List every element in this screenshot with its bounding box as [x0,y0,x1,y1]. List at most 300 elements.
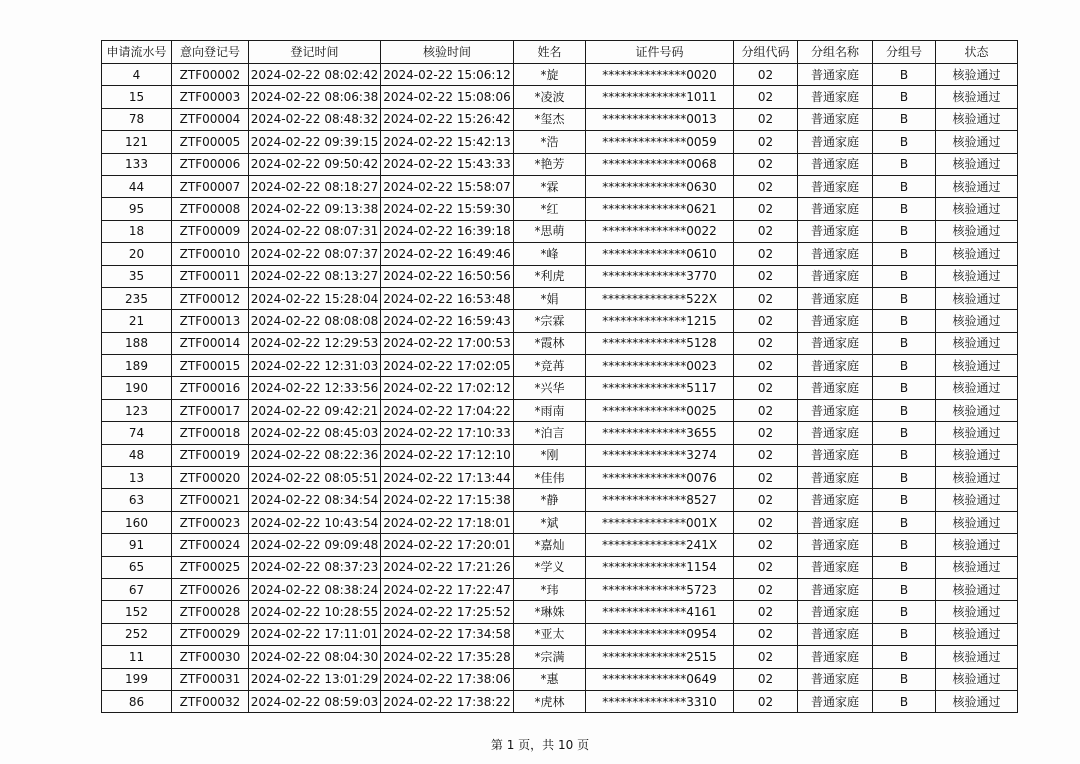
cell-status: 核验通过 [936,287,1018,309]
cell-group-name: 普通家庭 [798,64,873,86]
table-row [102,489,1018,511]
cell-id-number: **************3274 [586,444,734,466]
cell-verify-time: 2024-02-22 17:21:26 [381,556,514,578]
cell-verify-time: 2024-02-22 17:02:05 [381,355,514,377]
cell-group-code: 02 [734,355,798,377]
cell-status: 核验通过 [936,646,1018,668]
table-row [102,86,1018,108]
cell-id-number: **************5128 [586,332,734,354]
cell-verify-time: 2024-02-22 17:04:22 [381,399,514,421]
cell-status: 核验通过 [936,489,1018,511]
cell-id-number: **************0621 [586,198,734,220]
cell-verify-time: 2024-02-22 17:02:12 [381,377,514,399]
cell-name: *红 [514,198,586,220]
cell-name: *宗霖 [514,310,586,332]
cell-register-time: 2024-02-22 09:50:42 [249,153,381,175]
cell-status: 核验通过 [936,198,1018,220]
cell-verify-time: 2024-02-22 15:43:33 [381,153,514,175]
cell-group-code: 02 [734,243,798,265]
cell-name: *刚 [514,444,586,466]
cell-register-time: 2024-02-22 08:05:51 [249,467,381,489]
cell-status: 核验通过 [936,399,1018,421]
cell-serial-no: 44 [102,175,172,197]
cell-id-number: **************1154 [586,556,734,578]
table-row [102,287,1018,309]
cell-status: 核验通过 [936,355,1018,377]
cell-serial-no: 152 [102,601,172,623]
column-header-verify-time: 核验时间 [381,41,514,64]
cell-register-time: 2024-02-22 08:08:08 [249,310,381,332]
table-row [102,175,1018,197]
cell-intent-reg-no: ZTF00018 [172,422,249,444]
cell-serial-no: 15 [102,86,172,108]
cell-group-no: B [873,355,936,377]
cell-name: *雨南 [514,399,586,421]
cell-verify-time: 2024-02-22 16:50:56 [381,265,514,287]
cell-id-number: **************0013 [586,108,734,130]
cell-verify-time: 2024-02-22 17:13:44 [381,467,514,489]
column-header-name: 姓名 [514,41,586,64]
cell-verify-time: 2024-02-22 15:26:42 [381,108,514,130]
cell-group-code: 02 [734,511,798,533]
cell-id-number: **************0025 [586,399,734,421]
cell-register-time: 2024-02-22 08:02:42 [249,64,381,86]
column-header-id-number: 证件号码 [586,41,734,64]
cell-group-name: 普通家庭 [798,467,873,489]
cell-group-no: B [873,690,936,712]
cell-intent-reg-no: ZTF00003 [172,86,249,108]
cell-verify-time: 2024-02-22 16:59:43 [381,310,514,332]
cell-intent-reg-no: ZTF00032 [172,690,249,712]
table-row [102,377,1018,399]
column-header-intent-reg-no: 意向登记号 [172,41,249,64]
table-row [102,64,1018,86]
cell-name: *霖 [514,175,586,197]
cell-group-code: 02 [734,489,798,511]
cell-serial-no: 123 [102,399,172,421]
cell-group-code: 02 [734,332,798,354]
cell-status: 核验通过 [936,131,1018,153]
cell-group-no: B [873,310,936,332]
cell-register-time: 2024-02-22 08:22:36 [249,444,381,466]
cell-status: 核验通过 [936,108,1018,130]
cell-group-name: 普通家庭 [798,444,873,466]
cell-id-number: **************0068 [586,153,734,175]
cell-group-no: B [873,646,936,668]
cell-intent-reg-no: ZTF00026 [172,578,249,600]
cell-group-name: 普通家庭 [798,131,873,153]
cell-group-no: B [873,198,936,220]
cell-verify-time: 2024-02-22 15:08:06 [381,86,514,108]
cell-status: 核验通过 [936,377,1018,399]
cell-group-code: 02 [734,601,798,623]
cell-group-code: 02 [734,220,798,242]
cell-register-time: 2024-02-22 09:09:48 [249,534,381,556]
cell-name: *学义 [514,556,586,578]
cell-serial-no: 63 [102,489,172,511]
cell-group-no: B [873,86,936,108]
cell-register-time: 2024-02-22 10:28:55 [249,601,381,623]
cell-intent-reg-no: ZTF00031 [172,668,249,690]
table-row [102,131,1018,153]
cell-group-no: B [873,243,936,265]
cell-serial-no: 235 [102,287,172,309]
cell-group-code: 02 [734,175,798,197]
cell-group-no: B [873,332,936,354]
cell-name: *静 [514,489,586,511]
cell-group-code: 02 [734,310,798,332]
cell-serial-no: 190 [102,377,172,399]
cell-name: *玮 [514,578,586,600]
cell-group-no: B [873,108,936,130]
cell-register-time: 2024-02-22 08:59:03 [249,690,381,712]
cell-group-code: 02 [734,422,798,444]
cell-register-time: 2024-02-22 08:13:27 [249,265,381,287]
cell-group-name: 普通家庭 [798,287,873,309]
cell-verify-time: 2024-02-22 17:00:53 [381,332,514,354]
cell-status: 核验通过 [936,175,1018,197]
table-row [102,399,1018,421]
registration-table [101,40,1018,713]
cell-intent-reg-no: ZTF00025 [172,556,249,578]
cell-group-no: B [873,444,936,466]
cell-group-no: B [873,265,936,287]
cell-intent-reg-no: ZTF00010 [172,243,249,265]
cell-serial-no: 189 [102,355,172,377]
cell-name: *艳芳 [514,153,586,175]
cell-group-name: 普通家庭 [798,690,873,712]
cell-name: *峰 [514,243,586,265]
cell-register-time: 2024-02-22 12:29:53 [249,332,381,354]
cell-group-name: 普通家庭 [798,153,873,175]
cell-serial-no: 121 [102,131,172,153]
cell-verify-time: 2024-02-22 17:25:52 [381,601,514,623]
cell-name: *霞林 [514,332,586,354]
cell-serial-no: 86 [102,690,172,712]
cell-status: 核验通过 [936,690,1018,712]
column-header-group-code: 分组代码 [734,41,798,64]
cell-group-code: 02 [734,556,798,578]
table-row [102,422,1018,444]
cell-id-number: **************241X [586,534,734,556]
cell-register-time: 2024-02-22 08:06:38 [249,86,381,108]
cell-group-name: 普通家庭 [798,601,873,623]
cell-id-number: **************0020 [586,64,734,86]
cell-status: 核验通过 [936,64,1018,86]
cell-group-no: B [873,422,936,444]
cell-group-code: 02 [734,690,798,712]
cell-name: *惠 [514,668,586,690]
cell-name: *亚太 [514,623,586,645]
cell-verify-time: 2024-02-22 15:42:13 [381,131,514,153]
cell-group-name: 普通家庭 [798,511,873,533]
cell-intent-reg-no: ZTF00024 [172,534,249,556]
cell-register-time: 2024-02-22 08:07:37 [249,243,381,265]
cell-id-number: **************3310 [586,690,734,712]
cell-intent-reg-no: ZTF00002 [172,64,249,86]
cell-status: 核验通过 [936,310,1018,332]
cell-serial-no: 4 [102,64,172,86]
cell-group-code: 02 [734,623,798,645]
cell-serial-no: 78 [102,108,172,130]
cell-register-time: 2024-02-22 13:01:29 [249,668,381,690]
table-row [102,623,1018,645]
cell-group-code: 02 [734,646,798,668]
cell-verify-time: 2024-02-22 16:39:18 [381,220,514,242]
cell-group-code: 02 [734,467,798,489]
cell-status: 核验通过 [936,668,1018,690]
cell-verify-time: 2024-02-22 17:18:01 [381,511,514,533]
table-row [102,511,1018,533]
cell-id-number: **************3770 [586,265,734,287]
cell-intent-reg-no: ZTF00016 [172,377,249,399]
cell-status: 核验通过 [936,332,1018,354]
cell-register-time: 2024-02-22 08:48:32 [249,108,381,130]
table-row [102,198,1018,220]
cell-serial-no: 35 [102,265,172,287]
cell-serial-no: 95 [102,198,172,220]
cell-intent-reg-no: ZTF00004 [172,108,249,130]
cell-verify-time: 2024-02-22 17:38:22 [381,690,514,712]
cell-intent-reg-no: ZTF00008 [172,198,249,220]
cell-verify-time: 2024-02-22 15:06:12 [381,64,514,86]
cell-group-no: B [873,131,936,153]
cell-group-no: B [873,175,936,197]
cell-intent-reg-no: ZTF00011 [172,265,249,287]
cell-group-no: B [873,534,936,556]
table-row [102,646,1018,668]
cell-serial-no: 199 [102,668,172,690]
cell-intent-reg-no: ZTF00020 [172,467,249,489]
column-header-status: 状态 [936,41,1018,64]
cell-verify-time: 2024-02-22 17:15:38 [381,489,514,511]
cell-group-name: 普通家庭 [798,175,873,197]
cell-group-code: 02 [734,153,798,175]
cell-group-name: 普通家庭 [798,399,873,421]
cell-status: 核验通过 [936,86,1018,108]
cell-intent-reg-no: ZTF00012 [172,287,249,309]
cell-serial-no: 20 [102,243,172,265]
cell-register-time: 2024-02-22 08:18:27 [249,175,381,197]
cell-group-no: B [873,153,936,175]
table-row [102,243,1018,265]
table-row [102,265,1018,287]
cell-group-code: 02 [734,399,798,421]
cell-group-no: B [873,287,936,309]
cell-register-time: 2024-02-22 08:38:24 [249,578,381,600]
column-header-group-no: 分组号 [873,41,936,64]
page-footer: 第 1 页，共 10 页 [490,738,590,752]
cell-id-number: **************0076 [586,467,734,489]
cell-group-name: 普通家庭 [798,422,873,444]
cell-group-name: 普通家庭 [798,332,873,354]
cell-group-no: B [873,556,936,578]
column-header-serial-no: 申请流水号 [102,41,172,64]
cell-register-time: 2024-02-22 08:45:03 [249,422,381,444]
cell-name: *宗满 [514,646,586,668]
cell-group-name: 普通家庭 [798,489,873,511]
cell-serial-no: 133 [102,153,172,175]
cell-name: *思萌 [514,220,586,242]
table-row [102,310,1018,332]
cell-intent-reg-no: ZTF00030 [172,646,249,668]
cell-group-name: 普通家庭 [798,243,873,265]
cell-group-no: B [873,668,936,690]
table-row [102,355,1018,377]
cell-status: 核验通过 [936,153,1018,175]
cell-id-number: **************8527 [586,489,734,511]
cell-intent-reg-no: ZTF00009 [172,220,249,242]
cell-group-no: B [873,578,936,600]
cell-serial-no: 91 [102,534,172,556]
cell-name: *竞苒 [514,355,586,377]
cell-name: *虎林 [514,690,586,712]
cell-group-no: B [873,377,936,399]
cell-verify-time: 2024-02-22 17:34:58 [381,623,514,645]
cell-group-name: 普通家庭 [798,377,873,399]
cell-group-code: 02 [734,578,798,600]
cell-status: 核验通过 [936,444,1018,466]
cell-group-code: 02 [734,377,798,399]
cell-group-code: 02 [734,265,798,287]
cell-id-number: **************5117 [586,377,734,399]
cell-id-number: **************4161 [586,601,734,623]
cell-status: 核验通过 [936,578,1018,600]
cell-group-name: 普通家庭 [798,623,873,645]
cell-id-number: **************1011 [586,86,734,108]
cell-id-number: **************3655 [586,422,734,444]
column-header-group-name: 分组名称 [798,41,873,64]
cell-intent-reg-no: ZTF00021 [172,489,249,511]
cell-group-code: 02 [734,131,798,153]
cell-group-name: 普通家庭 [798,646,873,668]
cell-name: *浩 [514,131,586,153]
table-header-row [102,41,1018,64]
cell-group-no: B [873,467,936,489]
cell-name: *旋 [514,64,586,86]
table-body [102,64,1018,713]
cell-group-name: 普通家庭 [798,534,873,556]
cell-verify-time: 2024-02-22 17:10:33 [381,422,514,444]
cell-serial-no: 67 [102,578,172,600]
cell-intent-reg-no: ZTF00029 [172,623,249,645]
cell-group-code: 02 [734,86,798,108]
cell-group-name: 普通家庭 [798,668,873,690]
cell-group-code: 02 [734,198,798,220]
cell-id-number: **************001X [586,511,734,533]
cell-status: 核验通过 [936,243,1018,265]
table-row [102,444,1018,466]
cell-serial-no: 18 [102,220,172,242]
cell-intent-reg-no: ZTF00005 [172,131,249,153]
cell-verify-time: 2024-02-22 17:35:28 [381,646,514,668]
cell-group-name: 普通家庭 [798,108,873,130]
cell-id-number: **************0954 [586,623,734,645]
table-row [102,668,1018,690]
table-row [102,578,1018,600]
cell-intent-reg-no: ZTF00017 [172,399,249,421]
cell-intent-reg-no: ZTF00006 [172,153,249,175]
cell-name: *娟 [514,287,586,309]
cell-id-number: **************1215 [586,310,734,332]
cell-group-name: 普通家庭 [798,355,873,377]
cell-verify-time: 2024-02-22 17:38:06 [381,668,514,690]
cell-name: *利虎 [514,265,586,287]
cell-id-number: **************0610 [586,243,734,265]
cell-register-time: 2024-02-22 12:33:56 [249,377,381,399]
cell-group-no: B [873,601,936,623]
cell-verify-time: 2024-02-22 17:20:01 [381,534,514,556]
cell-name: *斌 [514,511,586,533]
cell-id-number: **************2515 [586,646,734,668]
cell-serial-no: 13 [102,467,172,489]
cell-id-number: **************0059 [586,131,734,153]
cell-serial-no: 74 [102,422,172,444]
cell-verify-time: 2024-02-22 16:53:48 [381,287,514,309]
cell-verify-time: 2024-02-22 15:59:30 [381,198,514,220]
cell-id-number: **************0649 [586,668,734,690]
cell-name: *佳伟 [514,467,586,489]
cell-name: *凌波 [514,86,586,108]
cell-status: 核验通过 [936,422,1018,444]
cell-group-name: 普通家庭 [798,265,873,287]
cell-id-number: **************5723 [586,578,734,600]
cell-status: 核验通过 [936,220,1018,242]
cell-serial-no: 65 [102,556,172,578]
cell-status: 核验通过 [936,511,1018,533]
cell-group-code: 02 [734,534,798,556]
cell-group-code: 02 [734,64,798,86]
cell-register-time: 2024-02-22 08:34:54 [249,489,381,511]
cell-id-number: **************522X [586,287,734,309]
cell-group-code: 02 [734,287,798,309]
cell-intent-reg-no: ZTF00007 [172,175,249,197]
cell-register-time: 2024-02-22 17:11:01 [249,623,381,645]
cell-register-time: 2024-02-22 10:43:54 [249,511,381,533]
cell-group-no: B [873,489,936,511]
column-header-register-time: 登记时间 [249,41,381,64]
cell-status: 核验通过 [936,534,1018,556]
cell-register-time: 2024-02-22 15:28:04 [249,287,381,309]
cell-group-code: 02 [734,108,798,130]
cell-name: *琳姝 [514,601,586,623]
cell-register-time: 2024-02-22 09:13:38 [249,198,381,220]
cell-name: *嘉灿 [514,534,586,556]
cell-register-time: 2024-02-22 08:07:31 [249,220,381,242]
table-row [102,601,1018,623]
cell-verify-time: 2024-02-22 17:12:10 [381,444,514,466]
cell-intent-reg-no: ZTF00013 [172,310,249,332]
table-row [102,467,1018,489]
cell-group-name: 普通家庭 [798,578,873,600]
table-row [102,108,1018,130]
cell-id-number: **************0022 [586,220,734,242]
cell-intent-reg-no: ZTF00014 [172,332,249,354]
cell-verify-time: 2024-02-22 17:22:47 [381,578,514,600]
cell-serial-no: 48 [102,444,172,466]
cell-group-no: B [873,220,936,242]
cell-group-code: 02 [734,668,798,690]
cell-group-code: 02 [734,444,798,466]
table-row [102,220,1018,242]
cell-serial-no: 188 [102,332,172,354]
cell-serial-no: 160 [102,511,172,533]
cell-name: *泊言 [514,422,586,444]
cell-group-name: 普通家庭 [798,310,873,332]
cell-group-name: 普通家庭 [798,556,873,578]
cell-intent-reg-no: ZTF00023 [172,511,249,533]
table-row [102,556,1018,578]
